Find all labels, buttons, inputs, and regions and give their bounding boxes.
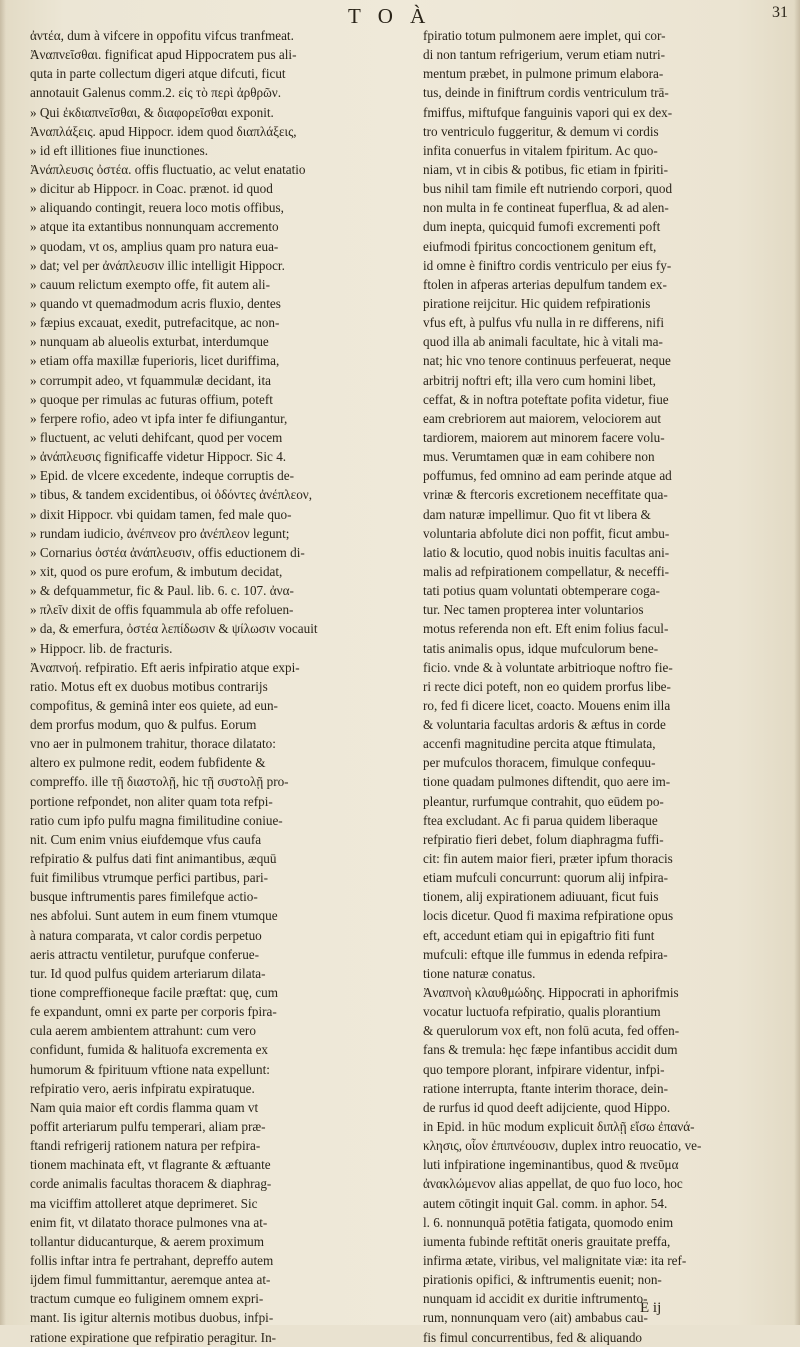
text-line: fis fimul concurrentibus, fed & aliquando xyxy=(423,1329,643,1345)
text-line: locis dicetur. Quod fi maxima refpiratione opus xyxy=(423,908,674,924)
text-line: luti infpiratione ingeminantibus, quod & πνεῦμα xyxy=(423,1157,679,1173)
text-line: infirma ætate, viribus, vel malignitate viæ: ita ref- xyxy=(423,1253,687,1268)
text-line: nes abfolui. Sunt autem in eum finem vtumque xyxy=(30,908,278,924)
text-line: id omne è finiftro cordis ventriculo per eius fy- xyxy=(423,257,672,273)
text-line: ratione expiratione que refpiratio peragitur. In- xyxy=(30,1329,277,1345)
text-line: niam, vt in cibis & potibus, fic etiam in fpiriti- xyxy=(423,161,669,177)
text-line: tractum cumque eo fuliginem omnem expri- xyxy=(30,1291,264,1307)
text-line: in Epid. in hūc modum explicuit διπλῇ εἴσω ἐπανά- xyxy=(423,1119,695,1135)
text-line: » dixit Hippocr. vbi quidam tamen, fed male quo- xyxy=(30,506,292,522)
text-line: » tibus, & tandem excidentibus, οἱ ὀδόντες ἀνέπλεον, xyxy=(30,487,313,503)
left-text-column xyxy=(30,26,396,1347)
text-line: ἀντέα, dum à vifcere in oppofitu vifcus tranfmeat. xyxy=(30,28,294,43)
text-line: mufculi: eftque ille fummus in edenda refpira- xyxy=(423,946,668,962)
text-line: enim fit, vt dilatato thorace pulmones vna at- xyxy=(30,1214,268,1230)
text-line: ἀνακλώμενον alias appellat, de quo fuo loco, hoc xyxy=(423,1176,683,1192)
text-line: ftandi refrigerij rationem natura per refpira- xyxy=(30,1138,261,1154)
text-line: fe expandunt, omni ex parte per corporis fpira- xyxy=(30,1004,277,1020)
text-line: fmiffus, miftufque fanguinis vapori qui ex dex- xyxy=(423,104,673,120)
text-line: » nunquam ab alueolis exturbat, interdumque xyxy=(30,334,269,350)
text-line: voluntaria abfolute dici non poffit, ficut ambu- xyxy=(423,525,670,541)
text-line: portione refpondet, non aliter quam tota refpi- xyxy=(30,793,273,809)
text-line: » atque ita extantibus nonnunquam accremento xyxy=(30,219,279,235)
text-line: » dicitur ab Hippocr. in Coac. prænot. id quod xyxy=(30,181,273,197)
left-page-edge xyxy=(0,0,6,1325)
text-line: ma viciffim attolleret atque deprimeret. Sic xyxy=(30,1195,258,1211)
text-line: » quoque per rimulas ac futuras offium, poteft xyxy=(30,391,273,407)
text-line: fpiratio totum pulmonem aere implet, qui cor- xyxy=(423,28,666,43)
text-line: » fæpius excauat, exedit, putrefacitque, ac non- xyxy=(30,315,280,331)
text-line: de rurfus id quod deeft adijciente, quod Hippo. xyxy=(423,1099,671,1115)
text-line: ficio. vnde & à voluntate arbitrioque noftro fie- xyxy=(423,659,673,675)
text-line: ijdem fimul fummittantur, aeremque antea at- xyxy=(30,1272,271,1288)
running-head-title: T O À xyxy=(348,4,432,28)
text-line: confidunt, fumida & halituofa excrementa ex xyxy=(30,1042,269,1058)
text-line: à natura comparata, vt calor cordis perpetuo xyxy=(30,927,262,943)
text-line: ftea excludant. Ac fi parua quidem liberaque xyxy=(423,812,658,828)
text-line: mant. Iis igitur alternis motibus duobus, infpi- xyxy=(30,1310,274,1326)
text-line: di non tantum refrigerium, verum etiam nutri- xyxy=(423,47,666,63)
text-line: » rundam iudicio, ἀνέπνεον pro ἀνέπλεον legunt; xyxy=(30,525,290,541)
text-line: » ferpere rofio, adeo vt ipfa inter fe difiungantur, xyxy=(30,410,288,426)
text-line: pirationis opifici, & inftrumentis euenit; non- xyxy=(423,1272,662,1288)
text-line: quo tempore plorant, infpirare videntur, infpi- xyxy=(423,1061,665,1077)
text-line: eam crebriorem aut maiorem, velociorem aut xyxy=(423,410,661,426)
text-line: fuit fimilibus vtrumque perfici partibus, pari- xyxy=(30,870,269,886)
text-line: tione naturæ conatus. xyxy=(423,965,536,981)
text-line: iumenta fubinde reftitāt oneris grauitate preffa, xyxy=(423,1233,671,1249)
text-line: tur. Nec tamen propterea inter voluntarios xyxy=(423,602,644,618)
text-line: Nam quia maior eft cordis flamma quam vt xyxy=(30,1099,259,1115)
text-line: » Qui ἐκδιαπνεῖσθαι, & διαφορεῖσθαι exponit. xyxy=(30,104,274,120)
text-line: ratione interrupta, ftante interim thorace, dein- xyxy=(423,1080,668,1096)
text-line: mus. Verumtamen quæ in eam cohibere non xyxy=(423,449,655,465)
text-line: nit. Cum enim vnius eiufdemque vfus caufa xyxy=(30,831,262,847)
text-line: rum, nonnunquam vero (ait) ambabus cau- xyxy=(423,1310,648,1326)
text-line: poffumus, fed omnino ad eam perinde atque ad xyxy=(423,468,672,484)
text-line: pleantur, rurfumque contrahit, quo eūdem po- xyxy=(423,793,664,809)
text-line: » id eft illitiones fiue inunctiones. xyxy=(30,142,208,158)
text-line: vrinæ & ftercoris excretionem neceffitate qua- xyxy=(423,487,668,503)
text-line: humorum & fpirituum vftione nata expellunt: xyxy=(30,1061,270,1077)
text-line: refpiratio & pulfus dati fint animantibus, æquū xyxy=(30,851,277,867)
text-line: fans & tremula: hęc fæpe infantibus accidit dum xyxy=(423,1042,678,1058)
text-line: mentum præbet, in pulmone primum elabora- xyxy=(423,66,664,82)
text-line: Ἀναπνοή. refpiratio. Eft aeris infpiratio atque expi- xyxy=(30,659,300,675)
text-line: tatis animalis opus, idque mufculorum bene- xyxy=(423,640,659,656)
text-line: tus, deinde in finiftrum cordis ventriculum trā- xyxy=(423,85,669,101)
text-line: » fluctuent, ac veluti dehifcant, quod per vocem xyxy=(30,429,283,445)
text-line: ratio cum ipfo pulfu magna fimilitudine coniue- xyxy=(30,812,283,828)
text-line: Ἀναπνεῖσθαι. fignificat apud Hippocratem pus ali- xyxy=(30,47,297,63)
text-line: eiufmodi fpiritus concoctionem genitum eft, xyxy=(423,238,657,254)
text-line: & voluntaria facultas ardoris & æftus in corde xyxy=(423,717,666,733)
text-line: » aliquando contingit, reuera loco motis offibus, xyxy=(30,200,284,216)
text-line: ratio. Motus eft ex duobus motibus contrarijs xyxy=(30,678,268,694)
text-line: » etiam offa maxillæ fuperioris, licet duriffima, xyxy=(30,353,280,369)
text-line: latio & locutio, quod nobis inuitis facultas ani- xyxy=(423,544,670,560)
text-line: » corrumpit adeo, vt fquammulæ decidant, ita xyxy=(30,372,271,388)
text-line: arbitrij noftri eft; illa vero cum homini libet, xyxy=(423,372,656,388)
text-line: » quodam, vt os, amplius quam pro natura eua- xyxy=(30,238,279,254)
text-line: ri recte dici poteft, non eo quidem prorfus libe- xyxy=(423,678,671,694)
text-line: non multa in fe contineat fuperflua, & ad alen- xyxy=(423,200,669,216)
text-line: refpiratio vero, aeris infpiratu expiratuque. xyxy=(30,1080,255,1096)
text-line: » Hippocr. lib. de fracturis. xyxy=(30,640,173,656)
text-line: tati potius quam voluntati obtemperare coga- xyxy=(423,583,660,599)
text-line: tollantur diducanturque, & aerem proximum xyxy=(30,1233,265,1249)
text-line: ftolen in afperas arterias depulfum tandem ex- xyxy=(423,276,667,292)
text-line: tionem machinata eft, vt flagrante & æftuante xyxy=(30,1157,271,1173)
text-line: follis inftar intra fe pertrahant, depreffo autem xyxy=(30,1253,274,1268)
text-line: infita conuerfus in vitalem fpiritum. Ac quo- xyxy=(423,142,658,158)
text-line: » & defquammetur, fic & Paul. lib. 6. c. 107. ἀνα- xyxy=(30,583,294,599)
text-line: » da, & emerfura, ὀστέα λεπίδωσιν & ψίλωσιν vocauit xyxy=(30,621,318,637)
text-line: ro, fed fi dicere licet, coacto. Mouens enim illa xyxy=(423,697,671,713)
text-line: eft, accedunt etiam qui in epigaftrio fiti funt xyxy=(423,927,655,943)
text-line: nat; hic vno tenore continuus perfeuerat, neque xyxy=(423,353,671,369)
text-line: » xit, quod os pure erofum, & imbutum decidat, xyxy=(30,563,283,579)
text-line: Ἀνάπλευσις ὀστέα. offis fluctuatio, ac velut enatatio xyxy=(30,161,306,177)
text-line: Ἀναπλάξεις. apud Hippocr. idem quod διαπλάξεις, xyxy=(30,123,297,139)
right-page-edge xyxy=(794,0,800,1325)
text-line: tro ventriculo fuggeritur, & demum vi cordis xyxy=(423,123,659,139)
text-line: quta in parte collectum digeri atque difcuti, ficut xyxy=(30,66,286,82)
text-line: altero ex pulmone redit, eodem fubfidente & xyxy=(30,755,266,771)
text-line: poffit arteriarum pulfu temperari, aliam præ- xyxy=(30,1119,266,1135)
right-text-column xyxy=(423,26,785,1347)
text-line: » cauum relictum exempto offe, fit autem ali- xyxy=(30,276,270,292)
text-line: dum inepta, quicquid fumofi excrementi poft xyxy=(423,219,661,235)
text-line: nunquam id accidit ex duritie inftrumento- xyxy=(423,1291,648,1307)
text-line: Ἀναπνοὴ κλαυθμώδης. Hippocrati in aphorifmis xyxy=(423,985,679,1001)
text-line: per mufculos thoracem, fimulque confequu- xyxy=(423,755,656,771)
text-line: dem prorfus modum, quo & pulfus. Eorum xyxy=(30,717,257,733)
text-line: tionem, alij expirationem adiuuant, ficut fuis xyxy=(423,889,659,905)
text-line: » dat; vel per ἀνάπλευσιν illic intelligit Hippocr. xyxy=(30,257,285,273)
text-line: malis ad refpirationem compellatur, & neceffi- xyxy=(423,563,670,579)
text-line: piratione reijcitur. Hic quidem refpirationis xyxy=(423,295,651,311)
text-line: aeris attractu ventiletur, purufque conferue- xyxy=(30,946,260,962)
running-head xyxy=(0,4,800,26)
text-line: dam naturæ impellimur. Quo fit vt libera & xyxy=(423,506,651,522)
text-line: cula aerem ambientem attrahunt: cum vero xyxy=(30,1023,256,1039)
text-line: busque inftrumentis pares fimilefque actio- xyxy=(30,889,258,905)
text-line: tardiorem, maiorem aut minorem facere volu- xyxy=(423,429,665,445)
text-line: vocatur luctuofa refpiratio, qualis plorantium xyxy=(423,1004,661,1020)
text-line: refpiratio fieri debet, folum diaphragma fuffi- xyxy=(423,831,664,847)
text-line: & querulorum vox eft, non folū acuta, fed offen- xyxy=(423,1023,680,1039)
page-number: 31 xyxy=(772,4,788,21)
text-line: tur. Id quod pulfus quidem arteriarum dilata- xyxy=(30,965,266,981)
text-line: » quando vt quemadmodum acris fluxio, dentes xyxy=(30,295,281,311)
text-line: annotauit Galenus comm.2. εἰς τὸ περὶ ἀρθρῶν. xyxy=(30,85,282,101)
text-line: corde animalis facultas thoracem & diaphrag- xyxy=(30,1176,272,1192)
text-line: quod illa ab animali facultate, hic à vitali ma- xyxy=(423,334,663,350)
text-line: » Cornarius ὀστέα ἀνάπλευσιν, offis eductionem di- xyxy=(30,544,305,560)
text-line: motus referenda non eft. Eft enim folius facul- xyxy=(423,621,669,637)
text-line: ceffat, & in noftra poteftate pofita videtur, fiue xyxy=(423,391,669,407)
text-line: etiam mufculi concurrunt: quorum alij infpira- xyxy=(423,870,668,886)
text-line: » Epid. de vlcere excedente, indeque corruptis de- xyxy=(30,468,295,484)
text-line: l. 6. nonnunquā potētia fatigata, quomodo enim xyxy=(423,1214,674,1230)
text-line: autem cōtingit inquit Gal. comm. in aphor. 54. xyxy=(423,1195,668,1211)
text-line: vfus eft, à pulfus vfu nulla in re differens, nifi xyxy=(423,315,665,331)
text-line: tione compreffioneque facile præftat: quę, cum xyxy=(30,985,279,1001)
text-line: cit: fin autem maior fieri, præter ipfum thoracis xyxy=(423,851,673,867)
text-line: κλησις, οἷον ἐπιπνέουσιν, duplex intro reuocatio, ve- xyxy=(423,1138,702,1154)
text-line: vno aer in pulmonem trahitur, thorace dilatato: xyxy=(30,736,276,752)
text-line: » ἀνάπλευσις fignificaffe videtur Hippocr. Sic 4. xyxy=(30,449,287,465)
signature-mark: E ij xyxy=(640,1300,662,1316)
text-line: » πλεῖν dixit de offis fquammula ab offe refoluen- xyxy=(30,602,294,618)
text-line: compreffo. ille τῇ διαστολῇ, hic τῇ συστολῇ pro- xyxy=(30,774,289,790)
text-line: accenfi magnitudine percita atque ftimulata, xyxy=(423,736,656,752)
text-line: tione quadam pulmones diftendit, quo aere im- xyxy=(423,774,671,790)
text-line: bus nihil tam fimile eft nutriendo corpori, quod xyxy=(423,181,673,197)
text-line: compofitus, & geminâ inter eos quiete, ad eun- xyxy=(30,697,278,713)
